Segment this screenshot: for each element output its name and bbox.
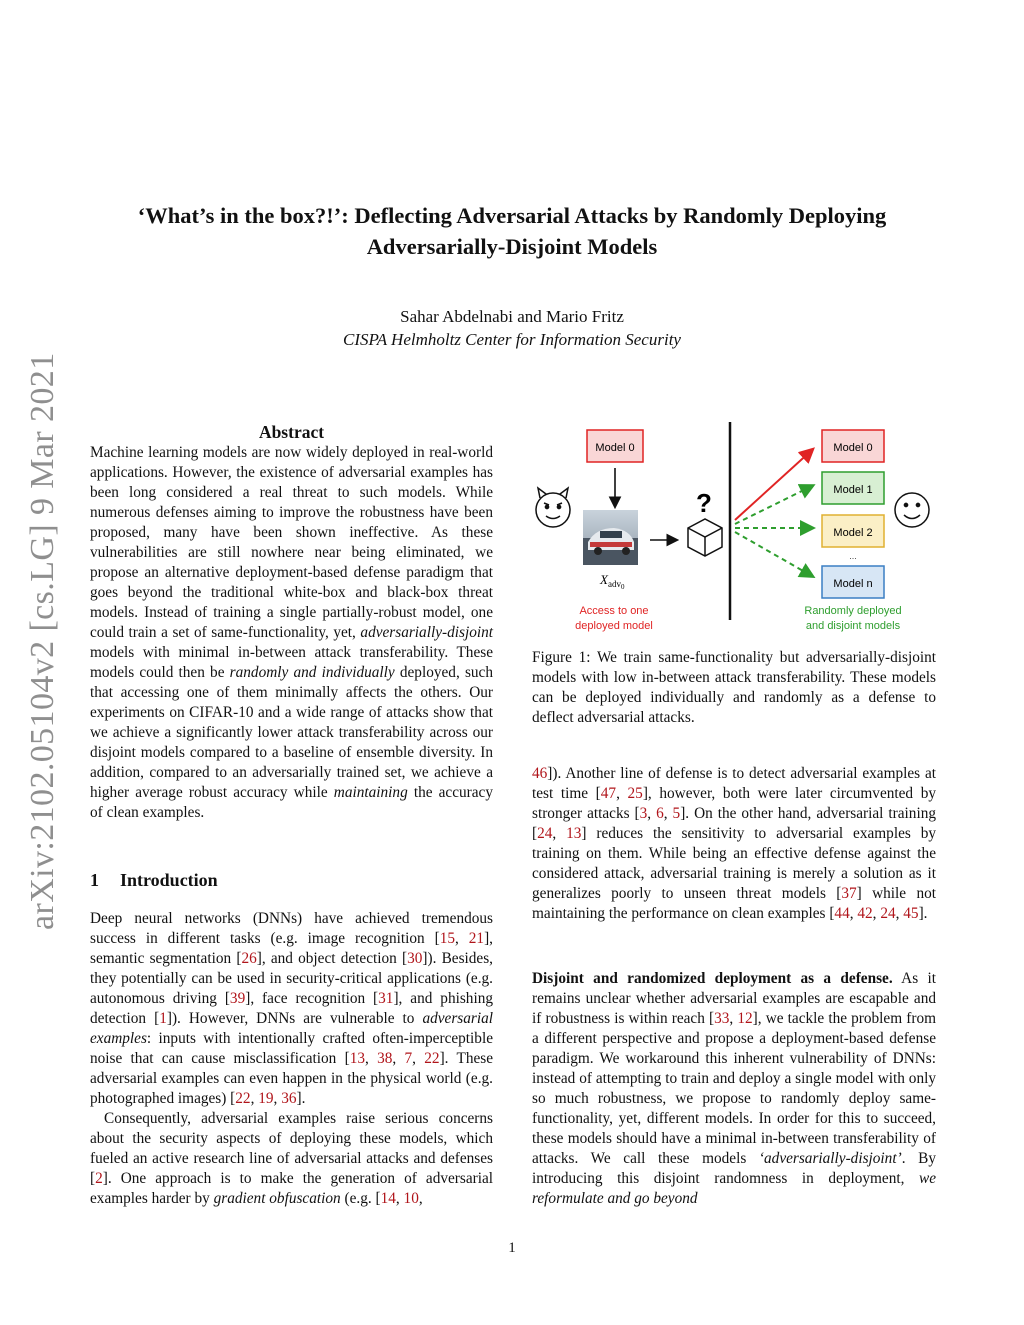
attacker-model-box [587,430,643,462]
figure-1 [530,420,940,635]
introduction-body [90,909,493,1209]
svg-text:Model n: Model n [833,578,873,590]
svg-text:Model 0: Model 0 [595,442,635,454]
abstract-heading: Abstract [258,422,325,442]
left-caption-line-2: deployed model [575,620,653,632]
arrow-model-1 [735,486,812,524]
svg-text:Model 0: Model 0 [833,442,873,454]
right-column-paragraph-1: 46]). Another line of defense is to detect adversarial examples at test time [47, 25], however, both were later circumvented by stronger attacks [3, 6, 5]. On the other hand, adversarial training [24, 13] reduces the sensitivity to adversarial examples by training on them. While being an effective defense against the considered attack, adversarial training is merely a solution as it generalizes poorly to unseen threat models [37] while not maintaining the performance on clean examples [44, 42, 24, 45]. [532,765,936,922]
arrow-model-0 [735,450,812,520]
author-block [60,305,964,351]
page-number: 1 [508,1240,516,1256]
arxiv-id: arXiv:2102.05104v2 [cs.LG] 9 Mar 2021 [24,352,61,930]
section-title: Introduction [120,870,218,890]
arrow-model-n [735,532,812,576]
question-mark: ? [696,488,712,518]
title-line-2: Adversarially-Disjoint Models [366,234,658,259]
paper-title [60,200,964,262]
right-caption-line-2: and disjoint models [805,620,901,632]
figure-1-diagram [530,420,940,635]
defender-smiley-icon [895,493,929,527]
abstract-body: Machine learning models are now widely deployed in real-world applications. However, the existence of adversarial examples has been long considered a real threat to such models. While numerous defenses aiming to improve the robustness have been proposed, many have been shown ineffective. As these vulnerabilities are still nowhere near being eliminated, we propose an alternative deployment-based defense paradigm that goes beyond the traditional white-box and black-box threat models. Instead of training a single partially-robust model, one could train a set of same-functionality, yet, adversarially-disjoint models with minimal in-between attack transferability. These models could then be randomly and individually deployed, such that accessing one of them minimally affects the others. Our experiments on CIFAR-10 and a wide range of attacks show that we achieve a significantly lower attack transferability across our disjoint models compared to a baseline of ensemble diversity. In addition, compared to an adversarially trained set, we achieve a higher average robust accuracy while maintaining the accuracy of clean examples. [90,444,493,821]
x-adv-symbol: $X_{adv}0$ [600,572,625,591]
model-1-box [822,472,884,504]
intro-paragraph-2: Consequently, adversarial examples raise serious concerns about the security aspects of deploying these models, which fueled an active research line of adversarial attacks and defenses [2]. One approach is to make the generation of adversarial examples harder by gradient obfuscation (e.g. [14, 10, [90,1110,493,1207]
intro-paragraph-1: Deep neural networks (DNNs) have achieved tremendous success in different tasks (e.g. image recognition [15, 21], semantic segmentation [26], and object detection [30]). Besides, they potentially can be used in security-critical applications (e.g. autonomous driving [39], face recognition [31], and phishing detection [1]). However, DNNs are vulnerable to adversarial examples: inputs with intentionally crafted often-imperceptible noise that can cause misclassification [13, 38, 7, 22]. These adversarial examples can even happen in the physical world (e.g. photographed images) [22, 19, 36]. [90,910,494,1107]
model-2-box [822,515,884,547]
title-line-1: ‘What’s in the box?!’: Deflecting Adversarial Attacks by Randomly Deploying [137,203,887,228]
black-box-cube-icon [688,519,722,556]
section-number: 1 [90,870,99,890]
section-heading-introduction [90,870,218,891]
paragraph-heading: Disjoint and randomized deployment as a defense. [532,970,893,987]
model-n-box [822,566,884,598]
author-names: Sahar Abdelnabi and Mario Fritz [400,307,624,326]
left-caption-line-1: Access to one [579,605,649,617]
model-0-box [822,430,884,462]
models-ellipsis: ... [849,551,857,561]
right-column-paragraph-2: Disjoint and randomized deployment as a defense. As it remains unclear whether adversarial examples are escapable and if robustness is within reach [33, 12], we tackle the problem from a different perspective and propose a deployment-based defense paradigm. We workaround this inherent vulnerability of DNNs: instead of attempting to train and deploy a single model with only so much robustness, we propose to randomly deploy same-functionality, yet, different models. In order for this to succeed, these models should have a minimal in-between transferability of attacks. We call these models ‘adversarially-disjoint’. By introducing this disjoint randomness in deployment, we reformulate and go beyond [532,970,937,1207]
svg-text:Model 1: Model 1 [833,484,873,496]
figure-caption: Figure 1: We train same-functionality but adversarially-disjoint models with low in-between attack transferability. These models can be deployed individually and randomly as a defense to deflect adversarial attacks. [532,649,936,726]
attacker-devil-icon [536,488,570,527]
adversarial-image [583,510,638,565]
right-caption-line-1: Randomly deployed [804,605,902,617]
svg-text:Model 2: Model 2 [833,527,873,539]
affiliation: CISPA Helmholtz Center for Information Security [343,330,681,349]
arxiv-stamp [24,352,64,930]
